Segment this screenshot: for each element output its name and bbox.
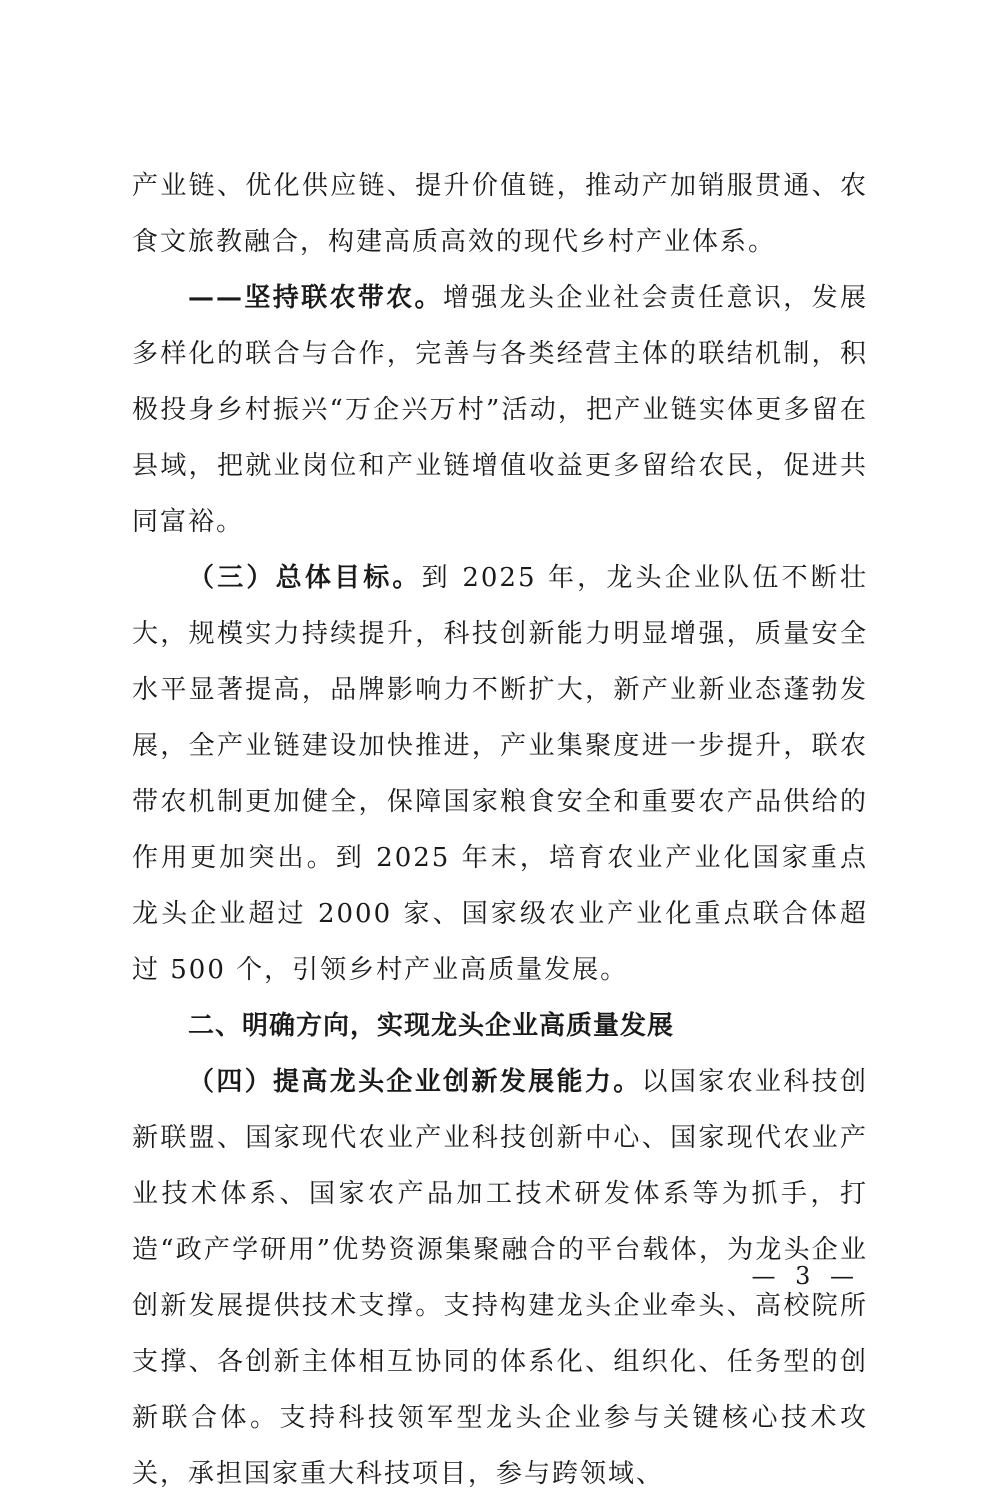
section-heading: 二、明确方向，实现龙头企业高质量发展	[188, 1011, 675, 1041]
paragraph-3	[132, 550, 868, 998]
page-number: — 3 —	[751, 1262, 860, 1290]
document-body	[132, 158, 868, 1502]
paragraph-2-lead: ——坚持联农带农。	[188, 283, 443, 313]
paragraph-3-text: 到 2025 年，龙头企业队伍不断壮大，规模实力持续提升，科技创新能力明显增强，质量安全水平显著提高，品牌影响力不断扩大，新产业新业态蓬勃发展，全产业链建设加快推进，产业集聚度进一步提升，联农带农机制更加健全，保障国家粮食安全和重要农产品供给的作用更加突出。到 2025 年末，培育农业产业化国家重点龙头企业超过 2000 家、国家级农业产业化重点联合体超过 500 个，引领乡村产业高质量发展。	[132, 563, 868, 985]
paragraph-2	[132, 270, 868, 550]
paragraph-3-lead: （三）总体目标。	[188, 563, 422, 593]
paragraph-2-text: 增强龙头企业社会责任意识，发展多样化的联合与合作，完善与各类经营主体的联结机制，积极投身乡村振兴“万企兴万村”活动，把产业链实体更多留在县域，把就业岗位和产业链增值收益更多留给农民，促进共同富裕。	[132, 283, 868, 537]
paragraph-4-lead: （四）提高龙头企业创新发展能力。	[188, 1067, 642, 1097]
paragraph-1-text: 产业链、优化供应链、提升价值链，推动产加销服贯通、农食文旅教融合，构建高质高效的现代乡村产业体系。	[132, 171, 868, 257]
paragraph-4-text: 以国家农业科技创新联盟、国家现代农业产业科技创新中心、国家现代农业产业技术体系、国家农产品加工技术研发体系等为抓手，打造“政产学研用”优势资源集聚融合的平台载体，为龙头企业创新发展提供技术支撑。支持构建龙头企业牵头、高校院所支撑、各创新主体相互协同的体系化、组织化、任务型的创新联合体。支持科技领军型龙头企业参与关键核心技术攻关，承担国家重大科技项目，参与跨领域、	[132, 1067, 868, 1489]
paragraph-1	[132, 158, 868, 270]
